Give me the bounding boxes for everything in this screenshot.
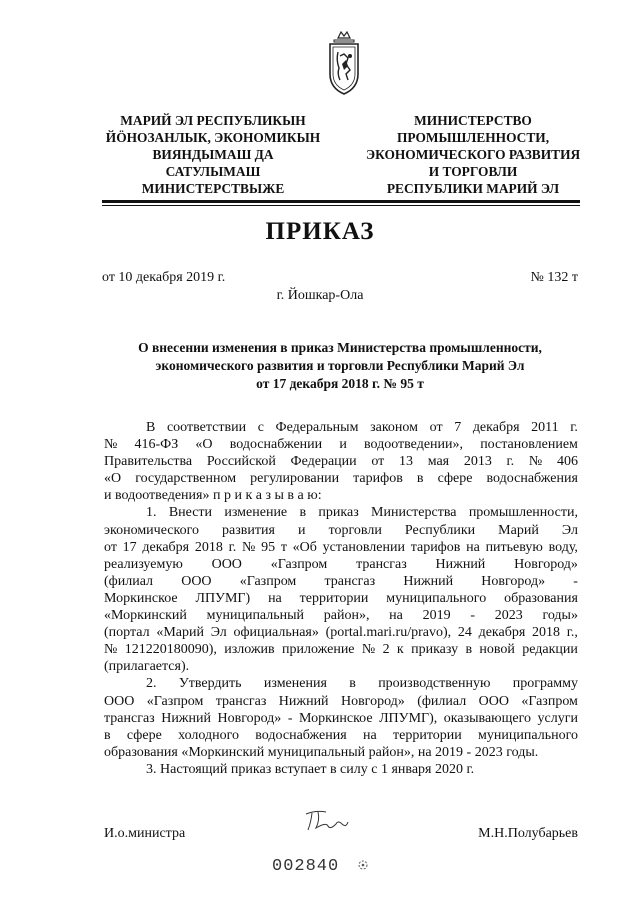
- body-line: трансгаз Нижний Новгород» - Моркинское ЛПУМГ), оказывающего услуги: [104, 710, 578, 726]
- header-left-line: ЙÖНОЗАНЛЫК, ЭКОНОМИКЫН: [105, 130, 321, 145]
- subject-line: от 17 декабря 2018 г. № 95 т: [256, 376, 424, 391]
- body-line: и водоотведения» п р и к а з ы в а ю:: [104, 488, 322, 504]
- coat-of-arms-emblem: [322, 30, 366, 96]
- body-line: ООО «Газпром трансгаз Нижний Новгород» (филиал ООО «Газпром: [104, 693, 578, 709]
- body-line: Правительства Российской Федерации от 13 мая 2013 г. № 406: [104, 454, 578, 470]
- signatory-name: М.Н.Полубарьев: [478, 826, 578, 841]
- header-right-line: ПРОМЫШЛЕННОСТИ,: [396, 130, 550, 145]
- header-left-line: ВИЯНДЫМАШ ДА: [152, 147, 274, 162]
- document-subject: [110, 339, 570, 393]
- body-line: 3. Настоящий приказ вступает в силу с 1 января 2020 г.: [146, 761, 475, 777]
- body-line: (прилагается).: [104, 659, 190, 675]
- body-line: 1. Внести изменение в приказ Министерства промышленности,: [146, 505, 578, 521]
- document-title: ПРИКАЗ: [265, 218, 375, 245]
- header-divider-thin: [102, 205, 580, 206]
- body-line: в сфере холодного водоснабжения на территории муниципального: [104, 727, 578, 743]
- document-city: г. Йошкар-Ола: [276, 288, 364, 303]
- header-left-line: САТУЛЫМАШ: [165, 164, 261, 179]
- header-right-line: РЕСПУБЛИКИ МАРИЙ ЭЛ: [386, 181, 560, 196]
- header-left-line: МАРИЙ ЭЛ РЕСПУБЛИКЫН: [120, 113, 306, 128]
- rosette-mark-icon: [355, 857, 371, 873]
- body-line: № 416-ФЗ «О водоснабжении и водоотведении», постановлением: [104, 437, 578, 453]
- body-line: образования «Моркинский муниципальный район», на 2019 - 2023 годы.: [104, 744, 539, 760]
- body-line: (филиал ООО «Газпром трансгаз Нижний Новгород» -: [104, 573, 578, 589]
- document-body: [104, 419, 578, 778]
- subject-line: О внесении изменения в приказ Министерства промышленности,: [138, 340, 542, 355]
- header-right-line: ЭКОНОМИЧЕСКОГО РАЗВИТИЯ: [366, 147, 581, 162]
- body-line: № 121220180090), изложив приложение № 2 к приказу в новой редакции: [104, 642, 578, 658]
- header-divider-thick: [102, 200, 580, 203]
- body-line: «Моркинский муниципальный район», на 2019 - 2023 годы»: [104, 608, 578, 624]
- document-number: № 132 т: [530, 270, 578, 285]
- body-line: 2. Утвердить изменения в производственную программу: [146, 676, 578, 692]
- header-right-block: [366, 112, 580, 197]
- document-date: от 10 декабря 2019 г.: [102, 270, 226, 285]
- body-line: Моркинское ЛПУМГ) на территории муниципального образования: [104, 590, 578, 606]
- body-line: от 17 декабря 2018 г. № 95 т «Об установлении тарифов на питьевую воду,: [104, 539, 578, 555]
- body-line: реализуемую ООО «Газпром трансгаз Нижний Новгород»: [104, 556, 578, 572]
- signatory-position: И.о.министра: [104, 826, 186, 841]
- header-left-block: [102, 112, 324, 197]
- header-left-line: МИНИСТЕРСТВЫЖЕ: [141, 181, 285, 196]
- header-right-line: МИНИСТЕРСТВО: [414, 113, 532, 128]
- serial-number: 002840: [272, 857, 340, 876]
- body-line: В соответствии с Федеральным законом от 7 декабря 2011 г.: [146, 420, 578, 435]
- body-line: (портал «Марий Эл официальная» (portal.mari.ru/pravo), 24 декабря 2018 г.,: [104, 625, 578, 641]
- header-right-line: И ТОРГОВЛИ: [428, 164, 518, 179]
- handwritten-signature: [302, 806, 352, 834]
- subject-line: экономического развития и торговли Республики Марий Эл: [155, 358, 525, 373]
- body-line: «О государственном регулировании тарифов в сфере водоснабжения: [104, 471, 578, 487]
- body-line: экономического развития и торговли Республики Марий Эл: [104, 522, 578, 538]
